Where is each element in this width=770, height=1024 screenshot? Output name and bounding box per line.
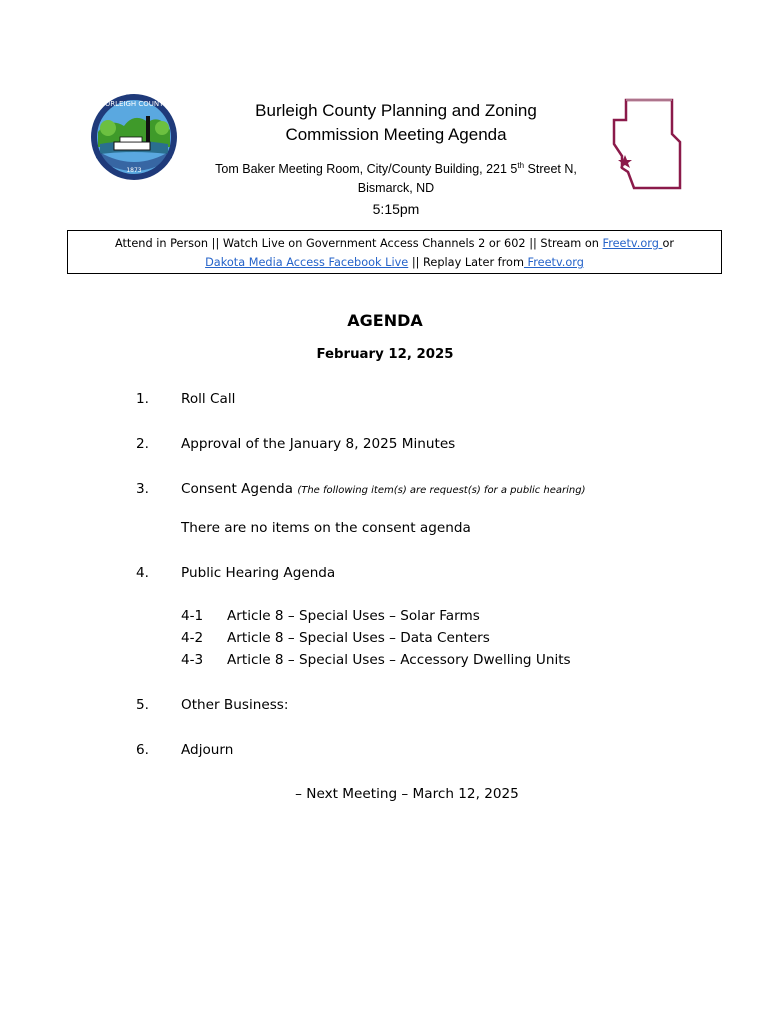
freetv-stream-link[interactable]: Freetv.org bbox=[602, 237, 663, 250]
consent-agenda-label: Consent Agenda bbox=[181, 481, 298, 497]
location-city: Bismarck, ND bbox=[357, 181, 435, 196]
freetv-replay-link[interactable]: Freetv.org bbox=[523, 256, 584, 269]
county-seal-logo bbox=[90, 92, 178, 182]
meeting-time: 5:15pm bbox=[372, 201, 420, 217]
item-number: 5. bbox=[136, 697, 149, 713]
attend-text: Attend in Person || Watch Live on Government Access Channels 2 or 602 || Stream on bbox=[114, 237, 603, 250]
title-line-1: Burleigh County Planning and Zoning bbox=[255, 101, 537, 120]
subitem-text: Article 8 – Special Uses – Solar Farms bbox=[227, 608, 480, 624]
location-text-end: Street N, bbox=[524, 162, 577, 177]
item-number: 2. bbox=[136, 436, 149, 452]
location-text: Tom Baker Meeting Room, City/County Building, 221 5 bbox=[215, 162, 518, 177]
location-superscript: th bbox=[517, 161, 525, 170]
consent-agenda-subtext: There are no items on the consent agenda bbox=[181, 520, 471, 536]
star-icon bbox=[618, 155, 632, 168]
item-number: 1. bbox=[136, 391, 149, 407]
title-line-2: Commission Meeting Agenda bbox=[285, 125, 507, 144]
item-text: Approval of the January 8, 2025 Minutes bbox=[181, 436, 456, 452]
seal-top-text: BURLEIGH COUNTY bbox=[100, 100, 168, 108]
subitem-text: Article 8 – Special Uses – Data Centers bbox=[227, 630, 490, 646]
attend-or: or bbox=[662, 237, 675, 250]
page-title bbox=[196, 99, 596, 147]
item-text: Public Hearing Agenda bbox=[181, 565, 336, 581]
item-number: 3. bbox=[136, 481, 149, 497]
subitem-number: 4-1 bbox=[181, 608, 204, 624]
subitem-number: 4-2 bbox=[181, 630, 204, 646]
item-text: Other Business: bbox=[181, 697, 289, 713]
consent-agenda-note: (The following item(s) are request(s) for a public hearing) bbox=[297, 485, 586, 496]
item-text: Adjourn bbox=[181, 742, 234, 758]
next-meeting: – Next Meeting – March 12, 2025 bbox=[295, 786, 519, 802]
item-number: 6. bbox=[136, 742, 149, 758]
item-text: Roll Call bbox=[181, 391, 236, 407]
seal-bottom-text: 1873 bbox=[126, 167, 142, 174]
subitem-text: Article 8 – Special Uses – Accessory Dwelling Units bbox=[227, 652, 571, 668]
meeting-location bbox=[196, 156, 596, 198]
facebook-live-link[interactable]: Dakota Media Access Facebook Live bbox=[205, 256, 409, 269]
agenda-date: February 12, 2025 bbox=[316, 347, 454, 362]
county-map-outline bbox=[608, 98, 684, 192]
item-text bbox=[181, 481, 586, 497]
attendance-options-box bbox=[67, 230, 722, 274]
item-number: 4. bbox=[136, 565, 149, 581]
replay-text: || Replay Later from bbox=[408, 256, 524, 269]
agenda-heading: AGENDA bbox=[347, 311, 423, 330]
subitem-number: 4-3 bbox=[181, 652, 204, 668]
